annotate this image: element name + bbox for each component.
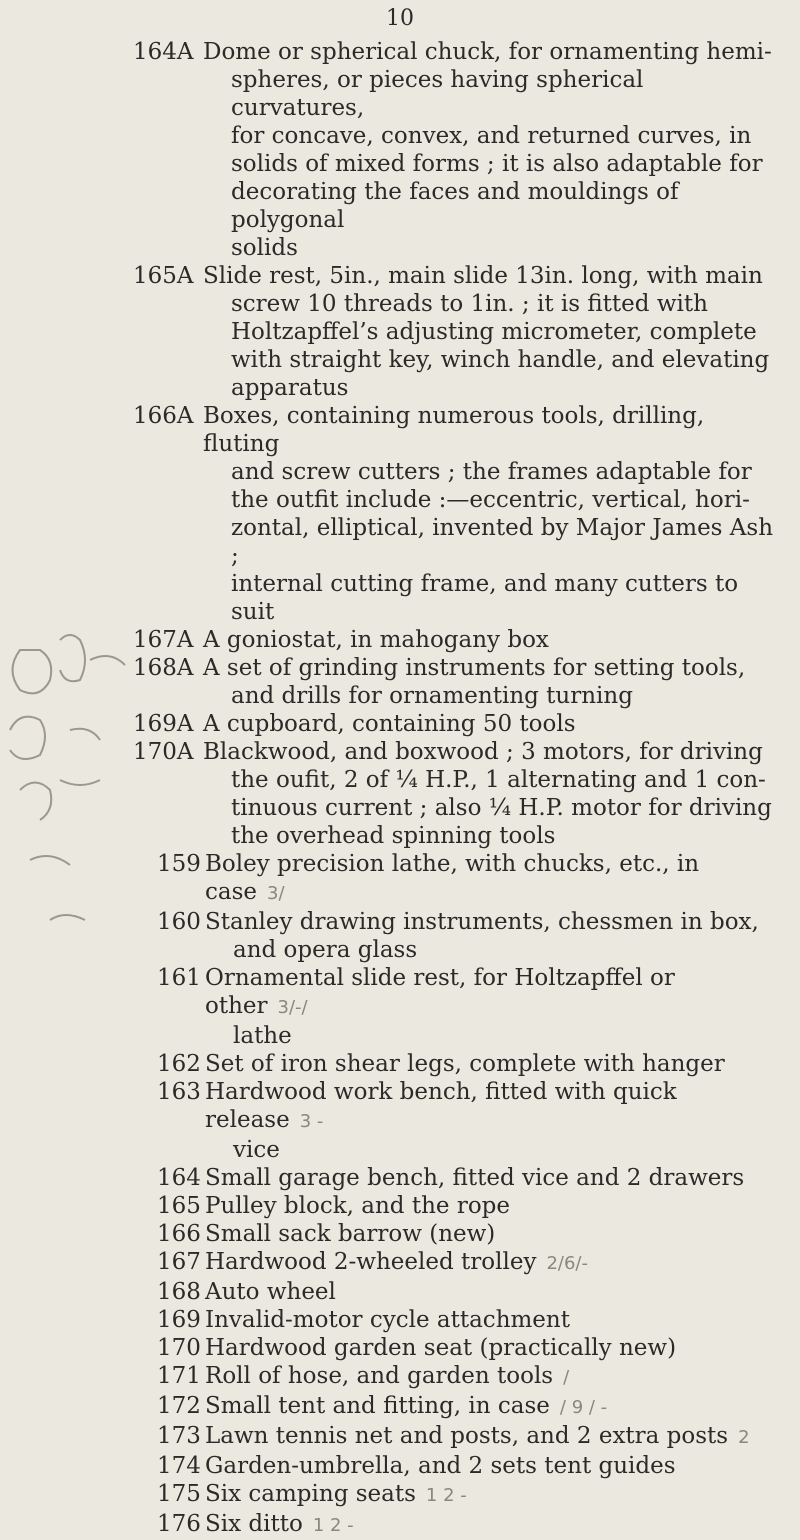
lot-description: Small garage bench, fitted vice and 2 drawers	[205, 1165, 745, 1191]
pencil-price-note: 2	[738, 1427, 750, 1448]
lot-number: 159	[157, 851, 201, 877]
lot-number: 165A	[133, 263, 194, 289]
lot-number: 164	[157, 1165, 201, 1191]
lot-168	[133, 1278, 783, 1306]
pencil-price-note: 3/-/	[277, 997, 308, 1018]
lot-description: Auto wheel	[205, 1279, 336, 1305]
pencil-price-note: 3 -	[299, 1111, 324, 1132]
lot-description: Dome or spherical chuck, for ornamenting hemi- spheres, or pieces having spherical curvatures, for concave, convex, and returned curves, in solids of mixed forms ; it is also adaptable for decorating the faces and mouldings of polygonal solids	[203, 39, 772, 261]
lot-description: Slide rest, 5in., main slide 13in. long, with main screw 10 threads to 1in. ; it is fitted with Holtzapffel’s adjusting micrometer, complete with straight key, winch handle, and elevating apparatus	[203, 263, 770, 401]
lot-number: 164A	[133, 39, 194, 65]
lot-163	[133, 1078, 783, 1164]
page-number: 10	[386, 6, 414, 31]
lot-number: 171	[157, 1363, 201, 1389]
lot-description: Blackwood, and boxwood ; 3 motors, for driving the oufit, 2 of ¼ H.P., 1 alternating and 1 con- tinuous current ; also ¼ H.P. motor for driving the overhead spinning tools	[203, 739, 772, 849]
lot-description: A goniostat, in mahogany box	[203, 627, 549, 653]
lot-list	[133, 38, 783, 1540]
pencil-price-note: 1 2 -	[312, 1515, 354, 1536]
lot-number: 172	[157, 1393, 201, 1419]
lot-description: Small sack barrow (new)	[205, 1221, 496, 1247]
lot-169	[133, 1306, 783, 1334]
lot-description: Hardwood garden seat (practically new)	[205, 1335, 677, 1361]
lot-160	[133, 908, 783, 964]
lot-169a	[133, 710, 783, 738]
lot-description: Stanley drawing instruments, chessmen in box, and opera glass	[205, 909, 759, 963]
lot-number: 162	[157, 1051, 201, 1077]
lot-description: Six ditto 1 2 -	[205, 1511, 354, 1537]
lot-164	[133, 1164, 783, 1192]
lot-description: Set of iron shear legs, complete with hanger	[205, 1051, 725, 1077]
pencil-price-note: /	[563, 1367, 570, 1388]
lot-number: 166A	[133, 403, 194, 429]
lot-description: Invalid-motor cycle attachment	[205, 1307, 570, 1333]
lot-162	[133, 1050, 783, 1078]
lot-number: 170	[157, 1335, 201, 1361]
lot-166a	[133, 402, 783, 626]
lot-176	[133, 1510, 783, 1540]
pencil-price-note: 1 2 -	[425, 1485, 467, 1506]
lot-description: Small tent and fitting, in case / 9 / -	[205, 1393, 608, 1419]
lot-number: 167A	[133, 627, 194, 653]
lot-number: 169A	[133, 711, 194, 737]
lot-174	[133, 1452, 783, 1480]
lot-number: 165	[157, 1193, 201, 1219]
lot-165a	[133, 262, 783, 402]
lot-161	[133, 964, 783, 1050]
lot-number: 166	[157, 1221, 201, 1247]
lot-171	[133, 1362, 783, 1392]
lot-number: 175	[157, 1481, 201, 1507]
pencil-price-note: 2/6/-	[546, 1253, 588, 1274]
lot-173	[133, 1422, 783, 1452]
lot-description: Garden-umbrella, and 2 sets tent guides	[205, 1453, 676, 1479]
lot-number: 173	[157, 1423, 201, 1449]
lot-description: Roll of hose, and garden tools /	[205, 1363, 570, 1389]
lot-description: Six camping seats 1 2 -	[205, 1481, 467, 1507]
lot-166	[133, 1220, 783, 1248]
lot-description: Lawn tennis net and posts, and 2 extra posts 2	[205, 1423, 750, 1449]
lot-165	[133, 1192, 783, 1220]
lot-172	[133, 1392, 783, 1422]
lot-description: Hardwood work bench, fitted with quick release 3 - vice	[205, 1079, 677, 1163]
lot-number: 168A	[133, 655, 194, 681]
lot-170	[133, 1334, 783, 1362]
lot-description: A set of grinding instruments for setting tools, and drills for ornamenting turning	[203, 655, 746, 709]
lot-description: Pulley block, and the rope	[205, 1193, 510, 1219]
lot-description: A cupboard, containing 50 tools	[203, 711, 576, 737]
lot-number: 163	[157, 1079, 201, 1105]
lot-description: Boley precision lathe, with chucks, etc., in case 3/	[205, 851, 700, 905]
lot-170a	[133, 738, 783, 850]
lot-159	[133, 850, 783, 908]
lot-description: Ornamental slide rest, for Holtzapffel or other 3/-/ lathe	[205, 965, 675, 1049]
lot-description: Boxes, containing numerous tools, drilling, fluting and screw cutters ; the frames adaptable for the outfit include :—eccentric, vertical, hori- zontal, elliptical, invented by Major James Ash ; internal cutting frame, and many cutters to suit	[203, 403, 774, 625]
lot-number: 161	[157, 965, 201, 991]
pencil-price-note: / 9 / -	[559, 1397, 608, 1418]
lot-175	[133, 1480, 783, 1510]
lot-number: 167	[157, 1249, 201, 1275]
lot-description: Hardwood 2-wheeled trolley 2/6/-	[205, 1249, 588, 1275]
lot-168a	[133, 654, 783, 710]
lot-number: 176	[157, 1511, 201, 1537]
lot-number: 170A	[133, 739, 194, 765]
pencil-price-note: 3/	[267, 883, 285, 904]
lot-number: 174	[157, 1453, 201, 1479]
lot-number: 168	[157, 1279, 201, 1305]
lot-number: 169	[157, 1307, 201, 1333]
lot-number: 160	[157, 909, 201, 935]
lot-167	[133, 1248, 783, 1278]
lot-164a	[133, 38, 783, 262]
lot-167a	[133, 626, 783, 654]
